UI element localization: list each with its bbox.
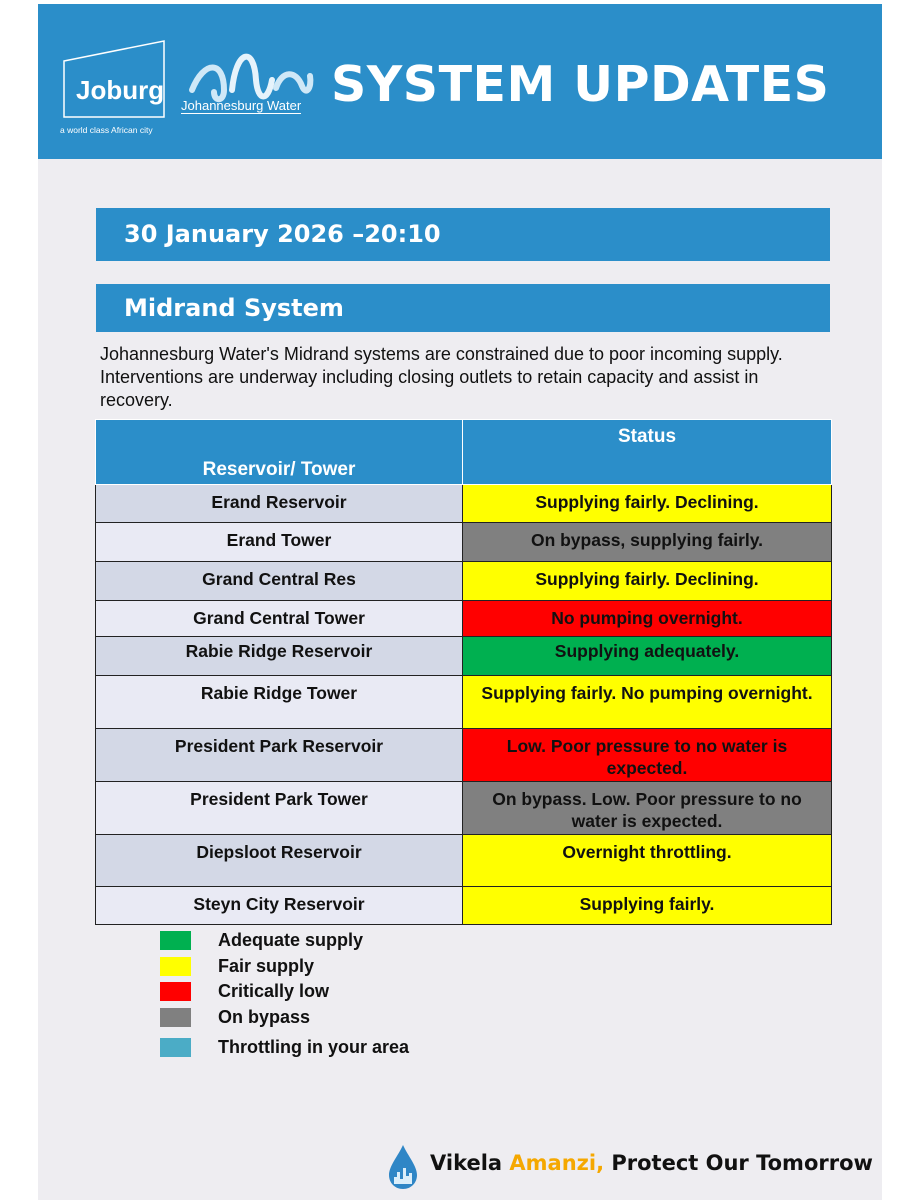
legend-swatch-green [160,931,191,950]
reservoir-name: Erand Tower [96,523,463,562]
reservoir-name: Rabie Ridge Tower [96,676,463,729]
status-cell: No pumping overnight. [463,601,832,637]
legend-swatch-teal [160,1038,191,1057]
page-title: SYSTEM UPDATES [331,56,830,113]
status-cell: Supplying fairly. Declining. [463,562,832,601]
table-row [96,562,832,601]
system-title-bar: Midrand System [96,284,830,332]
reservoir-name: President Park Reservoir [96,729,463,782]
footer-text-part1: Vikela [430,1151,510,1175]
legend-swatch-grey [160,1008,191,1027]
header-banner [38,4,882,159]
table-row [96,835,832,887]
footer-text [430,1151,873,1175]
legend-label: Fair supply [218,955,315,976]
status-cell: Supplying fairly. [463,887,832,925]
legend-swatch-yellow [160,957,191,976]
table-row [96,523,832,562]
page [38,4,882,1200]
table-row [96,676,832,729]
reservoir-name: Erand Reservoir [96,485,463,523]
status-cell: Supplying adequately. [463,637,832,676]
status-table [95,419,832,925]
reservoir-name: Rabie Ridge Reservoir [96,637,463,676]
footer-text-part2: Protect Our Tomorrow [604,1151,873,1175]
status-cell: Supplying fairly. Declining. [463,485,832,523]
column-header-reservoir: Reservoir/ Tower [96,420,463,485]
status-cell: On bypass. Low. Poor pressure to no water is expected. [463,782,832,835]
reservoir-name: Steyn City Reservoir [96,887,463,925]
footer-text-accent: Amanzi, [509,1151,605,1175]
table-row [96,601,832,637]
reservoir-name: President Park Tower [96,782,463,835]
status-cell: Supplying fairly. No pumping overnight. [463,676,832,729]
table-row [96,887,832,925]
status-cell: Low. Poor pressure to no water is expected. [463,729,832,782]
table-row [96,485,832,523]
joburg-tagline: a world class African city [60,125,153,135]
johannesburg-water-name: Johannesburg Water [181,98,302,113]
legend-label: Critically low [218,981,330,1001]
table-row [96,782,832,835]
legend-label: Throttling in your area [218,1037,410,1057]
legend-label: On bypass [218,1006,311,1027]
table-row [96,729,832,782]
water-drop-city-icon [386,1144,420,1190]
legend-label: Adequate supply [218,930,364,950]
table-header-row [96,420,832,485]
intro-paragraph: Johannesburg Water's Midrand systems are constrained due to poor incoming supply. Interventions are underway including closing outlets to retain capacity and assist in recovery. [100,344,783,410]
table-row [96,637,832,676]
joburg-logo-text: Joburg [76,75,165,105]
reservoir-name: Grand Central Tower [96,601,463,637]
column-header-status: Status [463,420,832,485]
status-cell: Overnight throttling. [463,835,832,887]
status-cell: On bypass, supplying fairly. [463,523,832,562]
joburg-logo [62,39,166,119]
reservoir-name: Grand Central Res [96,562,463,601]
date-bar: 30 January 2026 –20:10 [96,208,830,261]
reservoir-name: Diepsloot Reservoir [96,835,463,887]
legend-swatch-red [160,982,191,1001]
